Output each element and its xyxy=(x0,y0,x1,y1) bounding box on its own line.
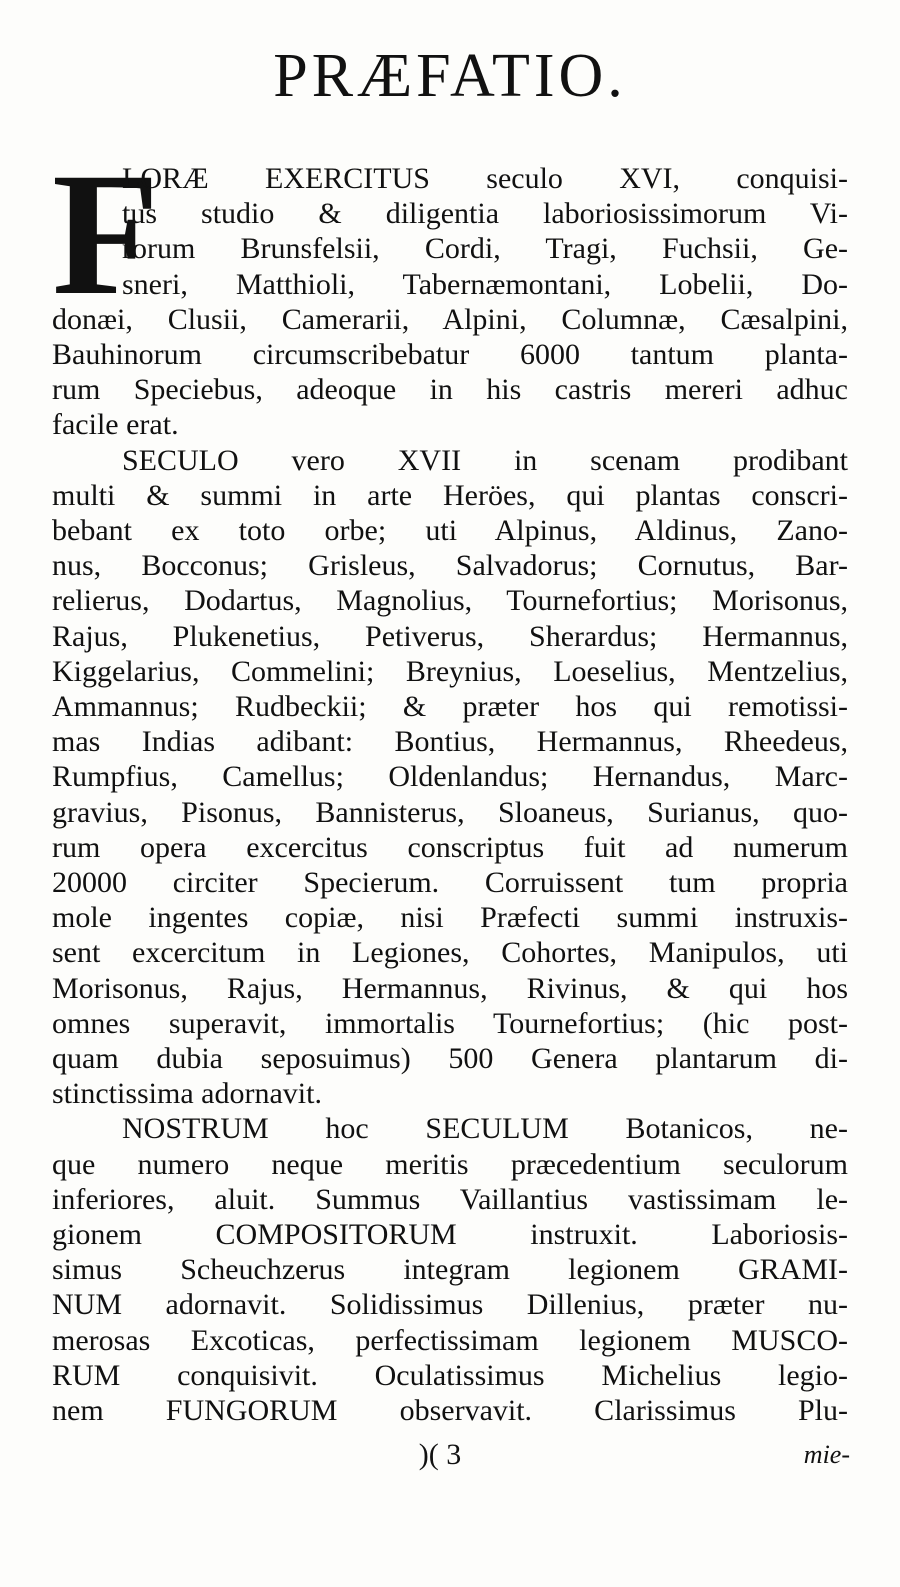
text-line: inferiores, aluit. Summus Vaillantius vastissimam le- xyxy=(52,1182,848,1216)
text-line: que numero neque meritis præcedentium seculorum xyxy=(52,1147,848,1181)
text-line: rum Speciebus, adeoque in his castris mereri adhuc xyxy=(52,373,848,407)
drop-cap: F xyxy=(52,137,160,332)
page-title: PRÆFATIO. xyxy=(273,42,627,110)
text-line: rorum Brunsfelsii, Cordi, Tragi, Fuchsii, Ge- xyxy=(122,232,848,266)
text-line: donæi, Clusii, Camerarii, Alpini, Columnæ, Cæsalpini, xyxy=(52,302,848,336)
text-line: relierus, Dodartus, Magnolius, Tournefortius; Morisonus, xyxy=(52,584,848,618)
text-line: Kiggelarius, Commelini; Breynius, Loeselius, Mentzelius, xyxy=(52,654,848,688)
text-line: nus, Bocconus; Grisleus, Salvadorus; Cornutus, Bar- xyxy=(52,549,848,583)
text-line: LORÆ EXERCITUS seculo XVI, conquisi- xyxy=(122,162,848,195)
text-line: simus Scheuchzerus integram legionem GRAMI- xyxy=(52,1253,848,1287)
text-line: merosas Excoticas, perfectissimam legionem MUSCO- xyxy=(52,1323,848,1357)
text-line: sneri, Matthioli, Tabernæmontani, Lobelii, Do- xyxy=(122,267,848,301)
text-line: mas Indias adibant: Bontius, Hermannus, Rheedeus, xyxy=(52,725,848,759)
text-line: sent excercitum in Legiones, Cohortes, Manipulos, uti xyxy=(52,936,848,970)
text-line: quam dubia seposuimus) 500 Genera plantarum di- xyxy=(52,1042,848,1075)
text-line: gionem COMPOSITORUM instruxit. Laboriosis- xyxy=(52,1218,848,1251)
text-line: Morisonus, Rajus, Hermannus, Rivinus, & qui hos xyxy=(52,971,848,1005)
text-line: gravius, Pisonus, Bannisterus, Sloaneus, Surianus, quo- xyxy=(52,795,848,829)
text-line: rum opera excercitus conscriptus fuit ad numerum xyxy=(52,830,848,864)
text-line: NUM adornavit. Solidissimus Dillenius, præter nu- xyxy=(52,1288,848,1322)
text-line: tus studio & diligentia laboriosissimorum Vi- xyxy=(122,197,848,231)
signature-mark: )( 3 xyxy=(418,1438,462,1471)
text-line: facile erat. xyxy=(52,408,179,442)
text-line: multi & summi in arte Heröes, qui plantas conscri- xyxy=(52,478,848,512)
text-line: nem FUNGORUM observavit. Clarissimus Plu- xyxy=(52,1394,848,1427)
text-line: stinctissima adornavit. xyxy=(52,1077,322,1111)
text-line: Rumpfius, Camellus; Oldenlandus; Hernandus, Marc- xyxy=(52,760,848,794)
text-line: SECULO vero XVII in scenam prodibant xyxy=(122,443,848,477)
text-line: omnes superavit, immortalis Tournefortius; (hic post- xyxy=(52,1006,848,1040)
text-line: mole ingentes copiæ, nisi Præfecti summi instruxis- xyxy=(52,901,848,935)
text-line: bebant ex toto orbe; uti Alpinus, Aldinus, Zano- xyxy=(52,514,848,547)
catchword: mie- xyxy=(803,1440,850,1469)
text-line: Rajus, Plukenetius, Petiverus, Sherardus; Hermannus, xyxy=(52,619,848,653)
text-line: Ammannus; Rudbeckii; & præter hos qui remotissi- xyxy=(52,690,848,723)
text-line: Bauhinorum circumscribebatur 6000 tantum planta- xyxy=(52,338,848,371)
text-line: NOSTRUM hoc SECULUM Botanicos, ne- xyxy=(122,1112,848,1146)
text-line: RUM conquisivit. Oculatissimus Michelius legio- xyxy=(52,1358,848,1392)
text-line: 20000 circiter Specierum. Corruissent tum propria xyxy=(52,866,848,899)
